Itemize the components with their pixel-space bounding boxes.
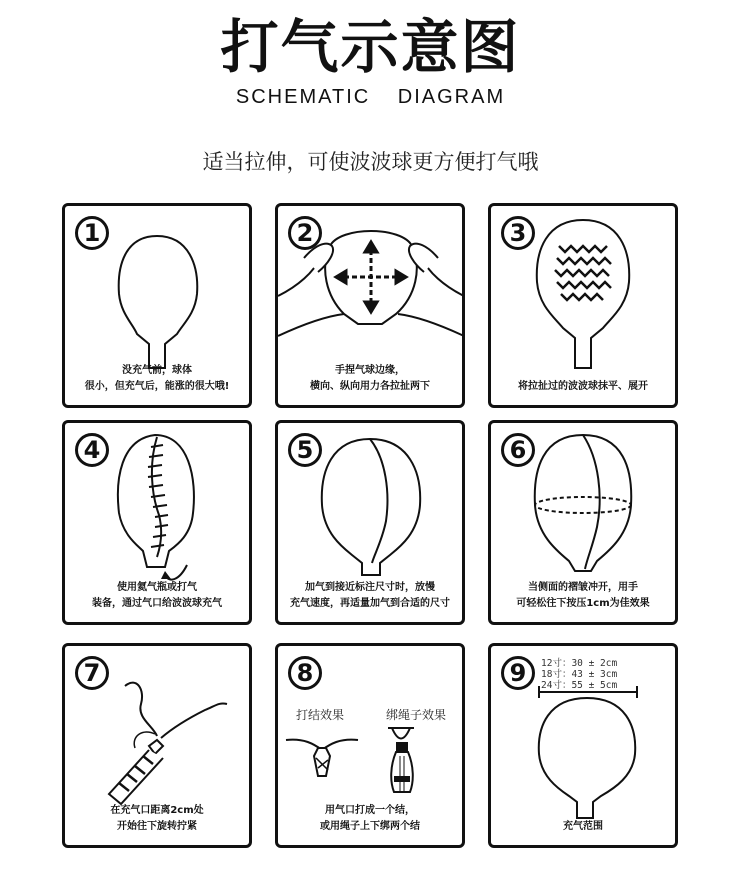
step-number-8: 8 (288, 656, 322, 690)
step-number-2: 2 (288, 216, 322, 250)
step-number-1: 1 (75, 216, 109, 250)
tagline: 适当拉伸，可使波波球更方便打气哦 (202, 150, 539, 174)
page-subtitle (0, 86, 741, 109)
step-9-caption (495, 819, 671, 835)
caption-line: 使用氦气瓶或打气 (117, 582, 197, 593)
size-range-24: 24寸：55 ± 5cm (541, 680, 618, 691)
caption-line: 充气范围 (563, 821, 603, 832)
step-4-caption (69, 580, 245, 612)
size-range-12: 12寸：30 ± 2cm (541, 658, 618, 669)
step-number-4: 4 (75, 433, 109, 467)
caption-line: 没充气前，球体 (122, 365, 192, 376)
caption-line: 手捏气球边缘， (335, 365, 405, 376)
size-range-18: 18寸：43 ± 3cm (541, 669, 618, 680)
step-6-caption (495, 580, 671, 612)
step-2-panel (275, 203, 465, 408)
caption-line: 当侧面的褶皱冲开，用手 (528, 582, 638, 593)
step-3-panel (488, 203, 678, 408)
step-6-panel (488, 420, 678, 625)
step-1-caption (69, 363, 245, 395)
step-7-caption (69, 803, 245, 835)
caption-line: 装备，通过气口给波波球充气 (92, 598, 222, 609)
step-3-caption (495, 379, 671, 395)
subtitle-word-diagram: DIAGRAM (397, 86, 506, 108)
step-8-caption (282, 803, 458, 835)
step-number-3: 3 (501, 216, 535, 250)
step-7-panel (62, 643, 252, 848)
caption-line: 用气口打成一个结， (325, 805, 415, 816)
caption-line: 横向、纵向用力各拉扯两下 (310, 381, 430, 392)
caption-line: 将拉扯过的波波球抹平、展开 (518, 381, 648, 392)
rope-effect-label: 绑绳子效果 (386, 708, 447, 722)
step-number-6: 6 (501, 433, 535, 467)
subtitle-word-schematic: SCHEMATIC (235, 86, 371, 108)
step-number-7: 7 (75, 656, 109, 690)
step-5-panel (275, 420, 465, 625)
caption-line: 加气到接近标注尺寸时，放慢 (305, 582, 435, 593)
step-9-panel (488, 643, 678, 848)
step-number-5: 5 (288, 433, 322, 467)
step-8-panel (275, 643, 465, 848)
knot-effect-label: 打结效果 (296, 708, 345, 722)
step-5-caption (282, 580, 458, 612)
caption-line: 在充气口距离2cm处 (110, 805, 204, 816)
caption-line: 充气速度，再适量加气到合适的尺寸 (290, 598, 450, 609)
step-1-panel (62, 203, 252, 408)
step-number-9: 9 (501, 656, 535, 690)
page-title: 打气示意图 (220, 13, 521, 81)
caption-line: 或用绳子上下绑两个结 (320, 821, 420, 832)
caption-line: 可轻松往下按压1cm为佳效果 (516, 598, 650, 609)
step-2-caption (282, 363, 458, 395)
caption-line: 很小，但充气后，能涨的很大哦! (84, 381, 230, 392)
caption-line: 开始往下旋转拧紧 (117, 821, 197, 832)
step-4-panel (62, 420, 252, 625)
